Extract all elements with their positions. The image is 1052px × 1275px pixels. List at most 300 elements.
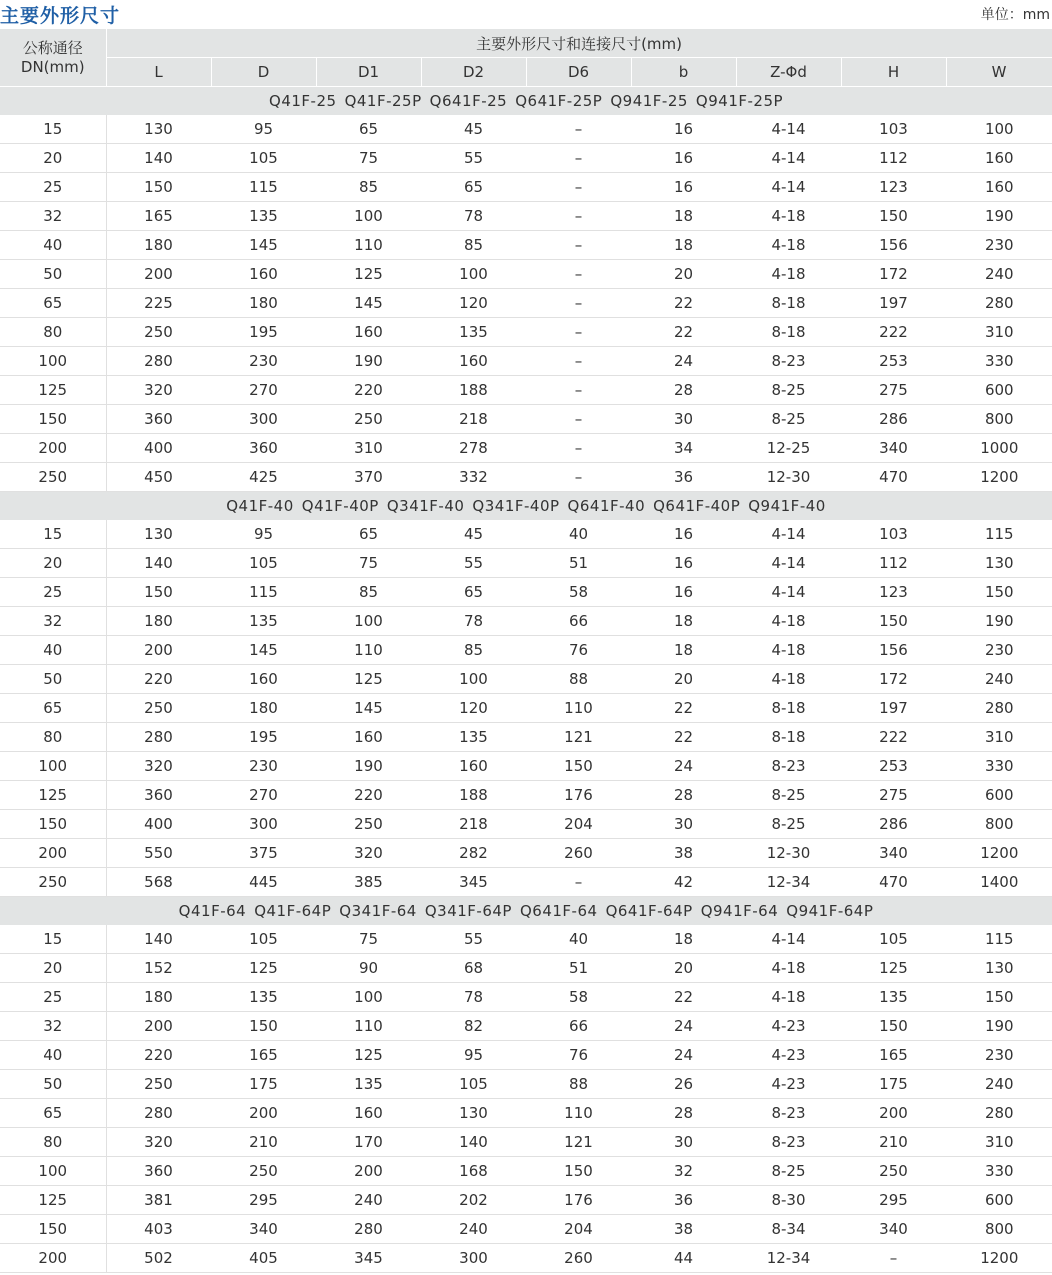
value-cell: 278: [421, 434, 526, 463]
value-cell: 45: [421, 115, 526, 144]
value-cell: 310: [946, 318, 1052, 347]
value-cell: 4-14: [736, 144, 841, 173]
value-cell: 310: [946, 723, 1052, 752]
value-cell: 190: [316, 752, 421, 781]
value-cell: 24: [631, 752, 736, 781]
value-cell: 340: [841, 839, 946, 868]
value-cell: 370: [316, 463, 421, 492]
table-header: [0, 29, 1052, 87]
value-cell: 160: [421, 752, 526, 781]
value-cell: 360: [211, 434, 316, 463]
value-cell: 145: [316, 694, 421, 723]
value-cell: 170: [316, 1128, 421, 1157]
value-cell: 82: [421, 1012, 526, 1041]
col-header-W: W: [946, 58, 1052, 87]
value-cell: 300: [421, 1244, 526, 1273]
dn-cell: 65: [0, 289, 106, 318]
value-cell: 130: [946, 954, 1052, 983]
value-cell: 345: [421, 868, 526, 897]
value-cell: 112: [841, 144, 946, 173]
value-cell: 110: [316, 636, 421, 665]
value-cell: 403: [106, 1215, 211, 1244]
value-cell: 34: [631, 434, 736, 463]
value-cell: 180: [211, 289, 316, 318]
value-cell: 190: [946, 202, 1052, 231]
group-header: 主要外形尺寸和连接尺寸(mm): [106, 29, 1052, 58]
value-cell: 8-30: [736, 1186, 841, 1215]
value-cell: 105: [211, 144, 316, 173]
value-cell: 150: [106, 173, 211, 202]
value-cell: 197: [841, 694, 946, 723]
value-cell: 310: [946, 1128, 1052, 1157]
col-header-D1: D1: [316, 58, 421, 87]
series-cell: [0, 897, 1052, 926]
series-row: [0, 897, 1052, 926]
value-cell: 180: [211, 694, 316, 723]
table-row: [0, 1128, 1052, 1157]
value-cell: 210: [841, 1128, 946, 1157]
value-cell: –: [526, 868, 631, 897]
value-cell: 202: [421, 1186, 526, 1215]
value-cell: 100: [946, 115, 1052, 144]
dn-cell: 100: [0, 347, 106, 376]
value-cell: 300: [211, 810, 316, 839]
value-cell: 90: [316, 954, 421, 983]
value-cell: 150: [106, 578, 211, 607]
value-cell: 381: [106, 1186, 211, 1215]
value-cell: 103: [841, 115, 946, 144]
value-cell: 16: [631, 115, 736, 144]
col-header-b: b: [631, 58, 736, 87]
value-cell: 280: [946, 694, 1052, 723]
dn-cell: 40: [0, 1041, 106, 1070]
value-cell: 470: [841, 868, 946, 897]
value-cell: 550: [106, 839, 211, 868]
value-cell: 4-18: [736, 231, 841, 260]
value-cell: 160: [211, 260, 316, 289]
value-cell: 36: [631, 463, 736, 492]
value-cell: 65: [421, 173, 526, 202]
value-cell: 150: [841, 607, 946, 636]
value-cell: 125: [211, 954, 316, 983]
value-cell: 85: [316, 173, 421, 202]
value-cell: 220: [316, 376, 421, 405]
value-cell: 22: [631, 723, 736, 752]
value-cell: 150: [946, 578, 1052, 607]
value-cell: 20: [631, 954, 736, 983]
value-cell: 8-18: [736, 723, 841, 752]
value-cell: 4-18: [736, 983, 841, 1012]
value-cell: 4-14: [736, 115, 841, 144]
value-cell: 286: [841, 810, 946, 839]
value-cell: 150: [841, 1012, 946, 1041]
table-row: [0, 376, 1052, 405]
value-cell: 600: [946, 376, 1052, 405]
value-cell: 51: [526, 549, 631, 578]
value-cell: –: [526, 405, 631, 434]
value-cell: 250: [841, 1157, 946, 1186]
value-cell: 200: [106, 636, 211, 665]
value-cell: 44: [631, 1244, 736, 1273]
series-label: Q641F-40P: [653, 497, 741, 515]
value-cell: 18: [631, 636, 736, 665]
col-header-H: H: [841, 58, 946, 87]
value-cell: 600: [946, 781, 1052, 810]
table-row: [0, 347, 1052, 376]
value-cell: 12-30: [736, 839, 841, 868]
value-cell: 190: [946, 1012, 1052, 1041]
dn-cell: 25: [0, 173, 106, 202]
value-cell: 230: [211, 347, 316, 376]
table-row: [0, 260, 1052, 289]
dn-cell: 15: [0, 520, 106, 549]
value-cell: 4-14: [736, 578, 841, 607]
table-row: [0, 231, 1052, 260]
value-cell: 8-25: [736, 781, 841, 810]
dn-cell: 20: [0, 549, 106, 578]
value-cell: 12-25: [736, 434, 841, 463]
value-cell: 105: [211, 549, 316, 578]
value-cell: 65: [421, 578, 526, 607]
table-row: [0, 1099, 1052, 1128]
value-cell: 360: [106, 405, 211, 434]
value-cell: 340: [841, 1215, 946, 1244]
table-row: [0, 463, 1052, 492]
dn-cell: 150: [0, 1215, 106, 1244]
dn-header-line1: 公称通径: [22, 38, 83, 57]
value-cell: 140: [106, 549, 211, 578]
value-cell: 140: [421, 1128, 526, 1157]
table-row: [0, 925, 1052, 954]
value-cell: 280: [106, 723, 211, 752]
dn-cell: 50: [0, 1070, 106, 1099]
value-cell: 8-25: [736, 1157, 841, 1186]
dn-cell: 125: [0, 781, 106, 810]
value-cell: –: [841, 1244, 946, 1273]
value-cell: 190: [316, 347, 421, 376]
value-cell: –: [526, 173, 631, 202]
table-row: [0, 723, 1052, 752]
value-cell: 240: [316, 1186, 421, 1215]
column-header-row: [0, 58, 1052, 87]
value-cell: 200: [106, 1012, 211, 1041]
value-cell: 8-18: [736, 289, 841, 318]
value-cell: 45: [421, 520, 526, 549]
value-cell: 250: [106, 318, 211, 347]
value-cell: 4-23: [736, 1041, 841, 1070]
value-cell: 240: [946, 1070, 1052, 1099]
dn-cell: 80: [0, 1128, 106, 1157]
value-cell: 300: [211, 405, 316, 434]
value-cell: 123: [841, 578, 946, 607]
series-row: [0, 87, 1052, 116]
value-cell: 4-18: [736, 665, 841, 694]
table-row: [0, 665, 1052, 694]
dn-cell: 20: [0, 144, 106, 173]
value-cell: 345: [316, 1244, 421, 1273]
dn-cell: 100: [0, 1157, 106, 1186]
value-cell: 66: [526, 607, 631, 636]
value-cell: 24: [631, 347, 736, 376]
value-cell: –: [526, 434, 631, 463]
value-cell: 160: [211, 665, 316, 694]
value-cell: –: [526, 376, 631, 405]
value-cell: 100: [421, 665, 526, 694]
value-cell: 280: [946, 1099, 1052, 1128]
value-cell: 22: [631, 318, 736, 347]
value-cell: –: [526, 115, 631, 144]
value-cell: 470: [841, 463, 946, 492]
value-cell: 210: [211, 1128, 316, 1157]
value-cell: 150: [526, 1157, 631, 1186]
value-cell: 188: [421, 376, 526, 405]
value-cell: 195: [211, 318, 316, 347]
value-cell: 230: [946, 636, 1052, 665]
series-label: Q641F-40: [567, 497, 646, 515]
value-cell: 100: [316, 607, 421, 636]
dn-cell: 125: [0, 1186, 106, 1215]
series-label: Q941F-25: [610, 92, 688, 110]
col-header-D6: D6: [526, 58, 631, 87]
value-cell: 110: [526, 694, 631, 723]
value-cell: 85: [421, 231, 526, 260]
value-cell: 75: [316, 144, 421, 173]
value-cell: 140: [106, 925, 211, 954]
value-cell: 320: [106, 1128, 211, 1157]
value-cell: 8-25: [736, 405, 841, 434]
value-cell: 18: [631, 231, 736, 260]
col-header-D: D: [211, 58, 316, 87]
value-cell: 42: [631, 868, 736, 897]
value-cell: 270: [211, 781, 316, 810]
value-cell: 375: [211, 839, 316, 868]
value-cell: 135: [841, 983, 946, 1012]
value-cell: 8-18: [736, 694, 841, 723]
dn-cell: 20: [0, 954, 106, 983]
dn-cell: 200: [0, 1244, 106, 1273]
value-cell: 332: [421, 463, 526, 492]
value-cell: 502: [106, 1244, 211, 1273]
value-cell: 220: [316, 781, 421, 810]
value-cell: 568: [106, 868, 211, 897]
value-cell: –: [526, 463, 631, 492]
value-cell: 240: [421, 1215, 526, 1244]
table-row: [0, 520, 1052, 549]
value-cell: 121: [526, 723, 631, 752]
dn-cell: 80: [0, 723, 106, 752]
value-cell: 800: [946, 405, 1052, 434]
table-row: [0, 405, 1052, 434]
value-cell: 78: [421, 202, 526, 231]
value-cell: 135: [421, 318, 526, 347]
value-cell: 58: [526, 983, 631, 1012]
table-row: [0, 578, 1052, 607]
value-cell: 125: [841, 954, 946, 983]
value-cell: 253: [841, 347, 946, 376]
series-label: Q41F-40P: [301, 497, 379, 515]
value-cell: 16: [631, 144, 736, 173]
value-cell: 38: [631, 839, 736, 868]
value-cell: 135: [421, 723, 526, 752]
value-cell: 88: [526, 1070, 631, 1099]
value-cell: 160: [421, 347, 526, 376]
dn-cell: 15: [0, 925, 106, 954]
dn-cell: 32: [0, 1012, 106, 1041]
value-cell: 8-25: [736, 376, 841, 405]
dn-cell: 32: [0, 607, 106, 636]
value-cell: 190: [946, 607, 1052, 636]
value-cell: 800: [946, 810, 1052, 839]
table-row: [0, 173, 1052, 202]
value-cell: 4-14: [736, 925, 841, 954]
dn-cell: 65: [0, 694, 106, 723]
series-cell: [0, 492, 1052, 521]
value-cell: 4-18: [736, 954, 841, 983]
value-cell: 30: [631, 1128, 736, 1157]
series-label: Q341F-64P: [424, 902, 512, 920]
dn-cell: 200: [0, 434, 106, 463]
value-cell: 200: [211, 1099, 316, 1128]
value-cell: 8-23: [736, 1099, 841, 1128]
value-cell: 135: [211, 607, 316, 636]
value-cell: 76: [526, 1041, 631, 1070]
value-cell: 38: [631, 1215, 736, 1244]
value-cell: 120: [421, 694, 526, 723]
value-cell: 18: [631, 607, 736, 636]
value-cell: 180: [106, 983, 211, 1012]
value-cell: 180: [106, 607, 211, 636]
value-cell: 145: [316, 289, 421, 318]
value-cell: 8-23: [736, 752, 841, 781]
value-cell: –: [526, 289, 631, 318]
series-label: Q41F-25P: [344, 92, 422, 110]
value-cell: 240: [946, 260, 1052, 289]
value-cell: –: [526, 347, 631, 376]
value-cell: 140: [106, 144, 211, 173]
value-cell: 150: [946, 983, 1052, 1012]
dn-cell: 50: [0, 665, 106, 694]
value-cell: 105: [211, 925, 316, 954]
table-row: [0, 549, 1052, 578]
value-cell: 400: [106, 434, 211, 463]
value-cell: 175: [841, 1070, 946, 1099]
value-cell: 195: [211, 723, 316, 752]
value-cell: 78: [421, 983, 526, 1012]
dn-cell: 50: [0, 260, 106, 289]
unit-label: 单位：mm: [980, 7, 1050, 23]
value-cell: 24: [631, 1041, 736, 1070]
value-cell: 115: [211, 578, 316, 607]
value-cell: 55: [421, 925, 526, 954]
value-cell: 204: [526, 1215, 631, 1244]
value-cell: 145: [211, 231, 316, 260]
value-cell: 400: [106, 810, 211, 839]
col-header-z-phi-d: Z-Φd: [736, 58, 841, 87]
value-cell: 78: [421, 607, 526, 636]
dn-cell: 125: [0, 376, 106, 405]
dn-cell: 200: [0, 839, 106, 868]
value-cell: 36: [631, 1186, 736, 1215]
dn-header-line2: DN(mm): [20, 57, 85, 76]
table-row: [0, 1012, 1052, 1041]
table-row: [0, 202, 1052, 231]
value-cell: 156: [841, 231, 946, 260]
value-cell: 16: [631, 549, 736, 578]
value-cell: 130: [946, 549, 1052, 578]
value-cell: –: [526, 231, 631, 260]
dn-cell: 40: [0, 231, 106, 260]
series-label: Q41F-64: [178, 902, 247, 920]
value-cell: 197: [841, 289, 946, 318]
value-cell: 18: [631, 925, 736, 954]
value-cell: 40: [526, 925, 631, 954]
value-cell: 1200: [946, 839, 1052, 868]
value-cell: 51: [526, 954, 631, 983]
table-row: [0, 1157, 1052, 1186]
table-row: [0, 289, 1052, 318]
value-cell: 295: [211, 1186, 316, 1215]
value-cell: 40: [526, 520, 631, 549]
value-cell: 4-18: [736, 636, 841, 665]
value-cell: 280: [316, 1215, 421, 1244]
dn-header: [0, 29, 106, 87]
value-cell: 156: [841, 636, 946, 665]
value-cell: 115: [946, 925, 1052, 954]
value-cell: 16: [631, 578, 736, 607]
value-cell: 165: [106, 202, 211, 231]
value-cell: 65: [316, 115, 421, 144]
table-row: [0, 781, 1052, 810]
value-cell: 295: [841, 1186, 946, 1215]
value-cell: 1200: [946, 463, 1052, 492]
value-cell: 125: [316, 665, 421, 694]
value-cell: 1000: [946, 434, 1052, 463]
value-cell: 160: [316, 723, 421, 752]
value-cell: 160: [316, 1099, 421, 1128]
value-cell: 85: [421, 636, 526, 665]
value-cell: 105: [841, 925, 946, 954]
table-row: [0, 752, 1052, 781]
value-cell: 66: [526, 1012, 631, 1041]
value-cell: 4-18: [736, 260, 841, 289]
value-cell: 200: [841, 1099, 946, 1128]
table-row: [0, 1186, 1052, 1215]
series-label: Q341F-40P: [472, 497, 560, 515]
value-cell: 150: [211, 1012, 316, 1041]
value-cell: 95: [211, 115, 316, 144]
series-cell: [0, 87, 1052, 116]
value-cell: –: [526, 144, 631, 173]
dn-cell: 80: [0, 318, 106, 347]
value-cell: 135: [211, 202, 316, 231]
value-cell: 4-14: [736, 520, 841, 549]
table-row: [0, 983, 1052, 1012]
value-cell: 100: [316, 983, 421, 1012]
value-cell: 22: [631, 983, 736, 1012]
value-cell: –: [526, 202, 631, 231]
value-cell: 222: [841, 723, 946, 752]
dimension-table: [0, 29, 1052, 1273]
value-cell: 222: [841, 318, 946, 347]
value-cell: 168: [421, 1157, 526, 1186]
table-row: [0, 954, 1052, 983]
value-cell: 20: [631, 260, 736, 289]
value-cell: 230: [946, 231, 1052, 260]
dn-cell: 25: [0, 578, 106, 607]
series-label: Q341F-40: [386, 497, 465, 515]
value-cell: 55: [421, 549, 526, 578]
value-cell: 425: [211, 463, 316, 492]
